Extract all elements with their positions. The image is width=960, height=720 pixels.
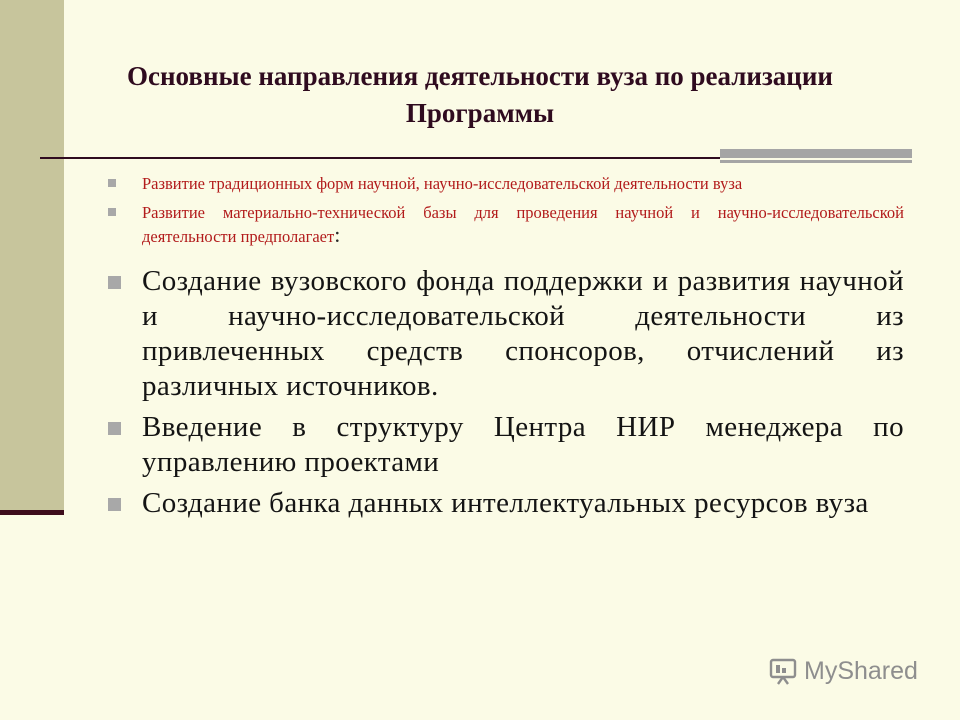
presentation-board-icon bbox=[768, 656, 798, 686]
bullet-item bbox=[108, 486, 904, 521]
sidebar-accent-bar bbox=[0, 510, 64, 515]
bullet-item bbox=[108, 410, 904, 480]
square-bullet-icon bbox=[108, 498, 121, 511]
bullet-list bbox=[108, 173, 904, 525]
bullet-item bbox=[108, 202, 904, 248]
watermark-text: MyShared bbox=[804, 656, 918, 685]
title-accent-block bbox=[720, 149, 912, 163]
bullet-text: Создание вузовского фонда поддержки и развития научной и научно-исследовательской деятельности из привлеченных средств спонсоров, отчислений из различных источников. bbox=[142, 265, 904, 402]
square-bullet-icon bbox=[108, 276, 121, 289]
bullet-text: Создание банка данных интеллектуальных ресурсов вуза bbox=[142, 487, 869, 519]
slide-title: Основные направления деятельности вуза по реализации Программы bbox=[127, 61, 833, 128]
bullet-item bbox=[108, 264, 904, 404]
bullet-item bbox=[108, 173, 904, 195]
bullet-text: Развитие материально-технической базы для проведения научной и научно-исследовательской деятельности предполагает bbox=[142, 203, 904, 246]
square-bullet-icon bbox=[108, 179, 116, 187]
bullet-suffix: : bbox=[334, 222, 341, 247]
left-sidebar-band bbox=[0, 0, 64, 510]
bullet-text: Введение в структуру Центра НИР менеджера по управлению проектами bbox=[142, 411, 904, 478]
title-underline bbox=[40, 157, 720, 159]
watermark-logo bbox=[768, 656, 918, 686]
square-bullet-icon bbox=[108, 208, 116, 216]
square-bullet-icon bbox=[108, 422, 121, 435]
bullet-text: Развитие традиционных форм научной, научно-исследовательской деятельности вуза bbox=[142, 174, 743, 193]
